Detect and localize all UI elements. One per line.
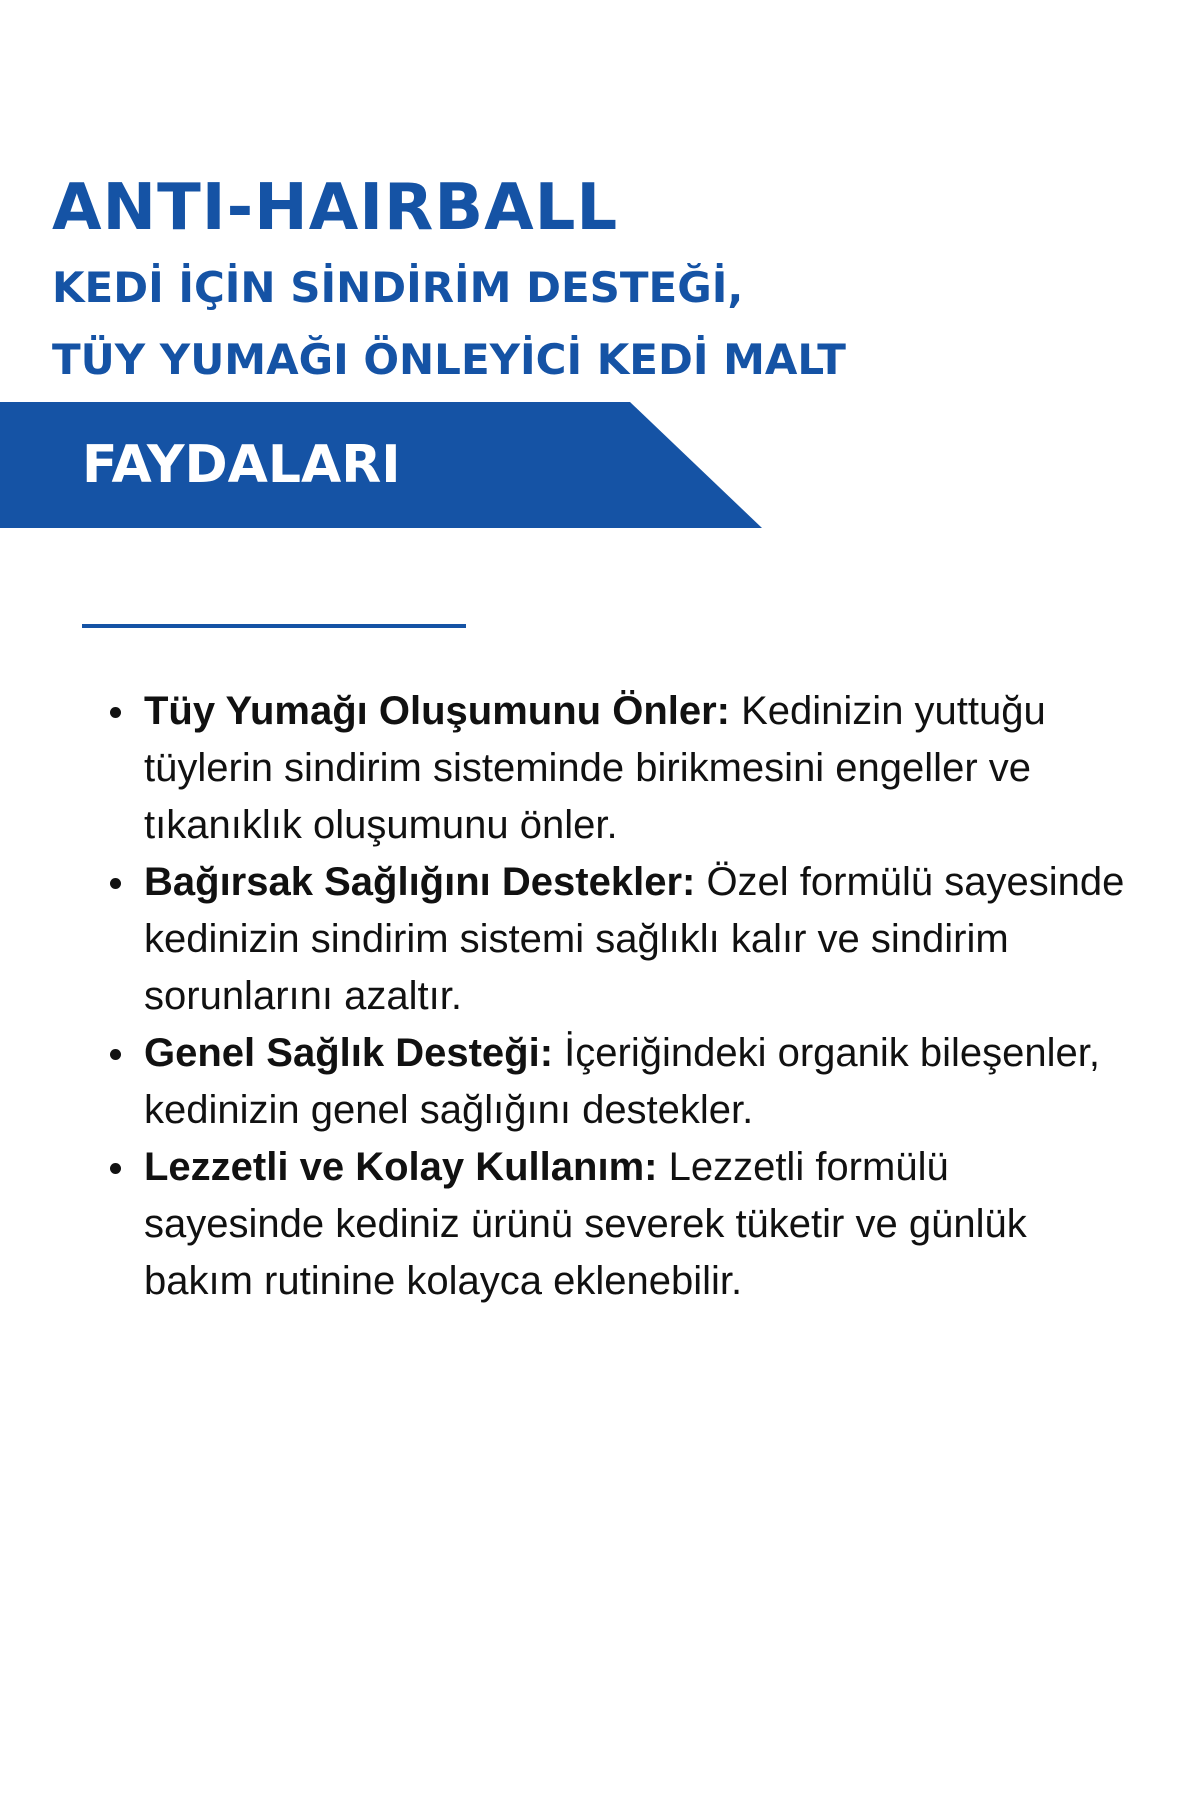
benefits-banner	[0, 402, 770, 528]
bullet-icon	[110, 1163, 121, 1174]
benefit-title: Lezzetli ve Kolay Kullanım:	[144, 1145, 658, 1189]
benefit-item	[104, 683, 1134, 854]
benefit-text: Lezzetli formülü sayesinde kediniz ürünü severek tüketir ve günlük bakım rutinine kolayca eklenebilir.	[144, 1145, 1027, 1303]
section-divider	[82, 624, 466, 628]
benefit-item	[104, 854, 1134, 1025]
bullet-icon	[110, 707, 121, 718]
benefit-text: Özel formülü sayesinde kedinizin sindirim sistemi sağlıklı kalır ve sindirim sorunlarını azaltır.	[144, 860, 1125, 1018]
benefit-title: Tüy Yumağı Oluşumunu Önler:	[144, 689, 730, 733]
bullet-icon	[110, 878, 121, 889]
product-subtitle-line-2: TÜY YUMAĞI ÖNLEYİCİ KEDİ MALT	[52, 335, 846, 384]
product-title: ANTI-HAIRBALL	[52, 171, 619, 245]
benefit-title: Bağırsak Sağlığını Destekler:	[144, 860, 696, 904]
benefit-text: İçeriğindeki organik bileşenler, kedinizin genel sağlığını destekler.	[144, 1031, 1101, 1132]
benefit-item	[104, 1139, 1134, 1310]
benefits-list	[104, 683, 1134, 1310]
benefit-text: Kedinizin yuttuğu tüylerin sindirim sisteminde birikmesini engeller ve tıkanıklık oluşumunu önler.	[144, 689, 1046, 847]
benefit-item	[104, 1025, 1134, 1139]
bullet-icon	[110, 1049, 121, 1060]
banner-label: FAYDALARI	[82, 435, 401, 495]
benefit-title: Genel Sağlık Desteği:	[144, 1031, 554, 1075]
product-subtitle-line-1: KEDİ İÇİN SİNDİRİM DESTEĞİ,	[52, 263, 744, 312]
